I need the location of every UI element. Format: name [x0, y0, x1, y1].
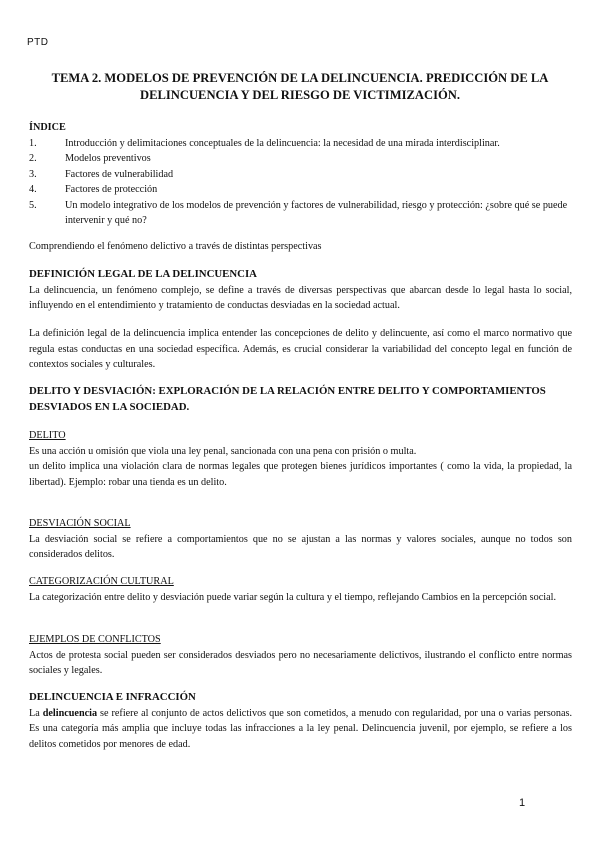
- index-item-number: 2.: [29, 153, 37, 164]
- categorizacion-paragraph: La categorización entre delito y desviación puede variar según la cultura y el tiempo, reflejando Cambios en la percepción social.: [29, 591, 556, 603]
- conflictos-section: [29, 632, 572, 679]
- index-item: [29, 151, 572, 167]
- index-item-text: Factores de vulnerabilidad: [65, 168, 174, 180]
- index-item: [29, 136, 572, 152]
- desviacion-section: [29, 516, 572, 563]
- index-item-number: 1.: [29, 137, 37, 149]
- infraccion-text-post: se refiere al conjunto de actos delictivos que son cometidos, a menudo con regularidad, por una o varias personas. Es una categoría más amplia que incluye todas las infracciones a la ley penal. Delincuencia juvenil, por ejemplo, se refiere a los delitos cometidos por menores de edad.: [29, 707, 573, 750]
- index-section: [29, 120, 572, 229]
- legal-definition-heading: DEFINICIÓN LEGAL DE LA DELINCUENCIA: [29, 268, 257, 280]
- legal-definition-paragraph-2: La definición legal de la delincuencia implica entender las concepciones de delito y delincuente, así como el marco normativo que regula estas conductas en una sociedad específica. Además, es crucial considerar la variabilidad del concepto legal en función de contextos sociales y culturales.: [29, 328, 572, 370]
- index-item-text: Factores de protección: [65, 184, 158, 195]
- index-heading: ÍNDICE: [29, 122, 66, 133]
- intro-line: Comprendiendo el fenómeno delictivo a través de distintas perspectivas: [29, 241, 322, 252]
- infraccion-paragraph: [29, 706, 572, 753]
- legal-definition-section: [29, 267, 572, 314]
- index-item: [29, 167, 572, 183]
- desviacion-heading: DESVIACIÓN SOCIAL: [29, 518, 131, 529]
- index-item-number: 4.: [29, 184, 37, 195]
- document-title: TEMA 2. MODELOS DE PREVENCIÓN DE LA DELINCUENCIA. PREDICCIÓN DE LA DELINCUENCIA Y DEL RIESGO DE VICTIMIZACIÓN.: [51, 71, 549, 102]
- delito-section: [29, 428, 572, 490]
- index-item-text: Modelos preventivos: [65, 153, 151, 164]
- infraccion-section: [29, 690, 572, 752]
- desviacion-paragraph: La desviación social se refiere a comportamientos que no se ajustan a las normas y valores sociales, aunque no todos son considerados delitos.: [29, 533, 572, 560]
- infraccion-text-pre: La: [29, 707, 43, 719]
- conflictos-paragraph: Actos de protesta social pueden ser considerados desviados pero no necesariamente delictivos, ilustrando el conflicto entre normas sociales y legales.: [29, 649, 572, 676]
- index-item-number: 5.: [29, 199, 37, 211]
- delito-paragraph-1: Es una acción u omisión que viola una ley penal, sancionada con una pena con prisión o multa.: [29, 445, 417, 457]
- delito-heading: DELITO: [29, 430, 66, 441]
- conflictos-heading: EJEMPLOS DE CONFLICTOS: [29, 634, 161, 645]
- index-list: [29, 136, 572, 198]
- delito-paragraph-2: un delito implica una violación clara de normas legales que protegen bienes jurídicos importantes ( como la vida, la propiedad, la libertad). Ejemplo: robar una tienda es un delito.: [29, 461, 572, 488]
- index-item: [29, 182, 572, 198]
- legal-definition-paragraph-1: La delincuencia, un fenómeno complejo, se define a través de diversas perspectivas que abarcan desde lo legal hasta lo social, influyendo en el entendimiento y tratamiento de conductas desviadas en la sociedad actual.: [29, 284, 572, 311]
- index-item: [29, 198, 572, 229]
- index-item-text: Introducción y delimitaciones conceptuales de la delincuencia: la necesidad de una mirada interdisciplinar.: [65, 137, 500, 149]
- index-item-number: 3.: [29, 168, 37, 180]
- delito-desviacion-heading: DELITO Y DESVIACIÓN: EXPLORACIÓN DE LA RELACIÓN ENTRE DELITO Y COMPORTAMIENTOS DESVIADOS EN LA SOCIEDAD.: [29, 385, 546, 413]
- categorizacion-section: [29, 574, 572, 605]
- infraccion-heading: DELINCUENCIA E INFRACCIÓN: [29, 691, 196, 703]
- index-item-text: Un modelo integrativo de los modelos de prevención y factores de vulnerabilidad, riesgo y protección: ¿sobre qué se puede intervenir y qué no?: [65, 199, 568, 226]
- infraccion-bold-term: delincuencia: [42, 707, 98, 719]
- header-tag: PTD: [27, 37, 49, 48]
- page-number: 1: [519, 797, 526, 809]
- categorizacion-heading: CATEGORIZACIÓN CULTURAL: [29, 576, 174, 587]
